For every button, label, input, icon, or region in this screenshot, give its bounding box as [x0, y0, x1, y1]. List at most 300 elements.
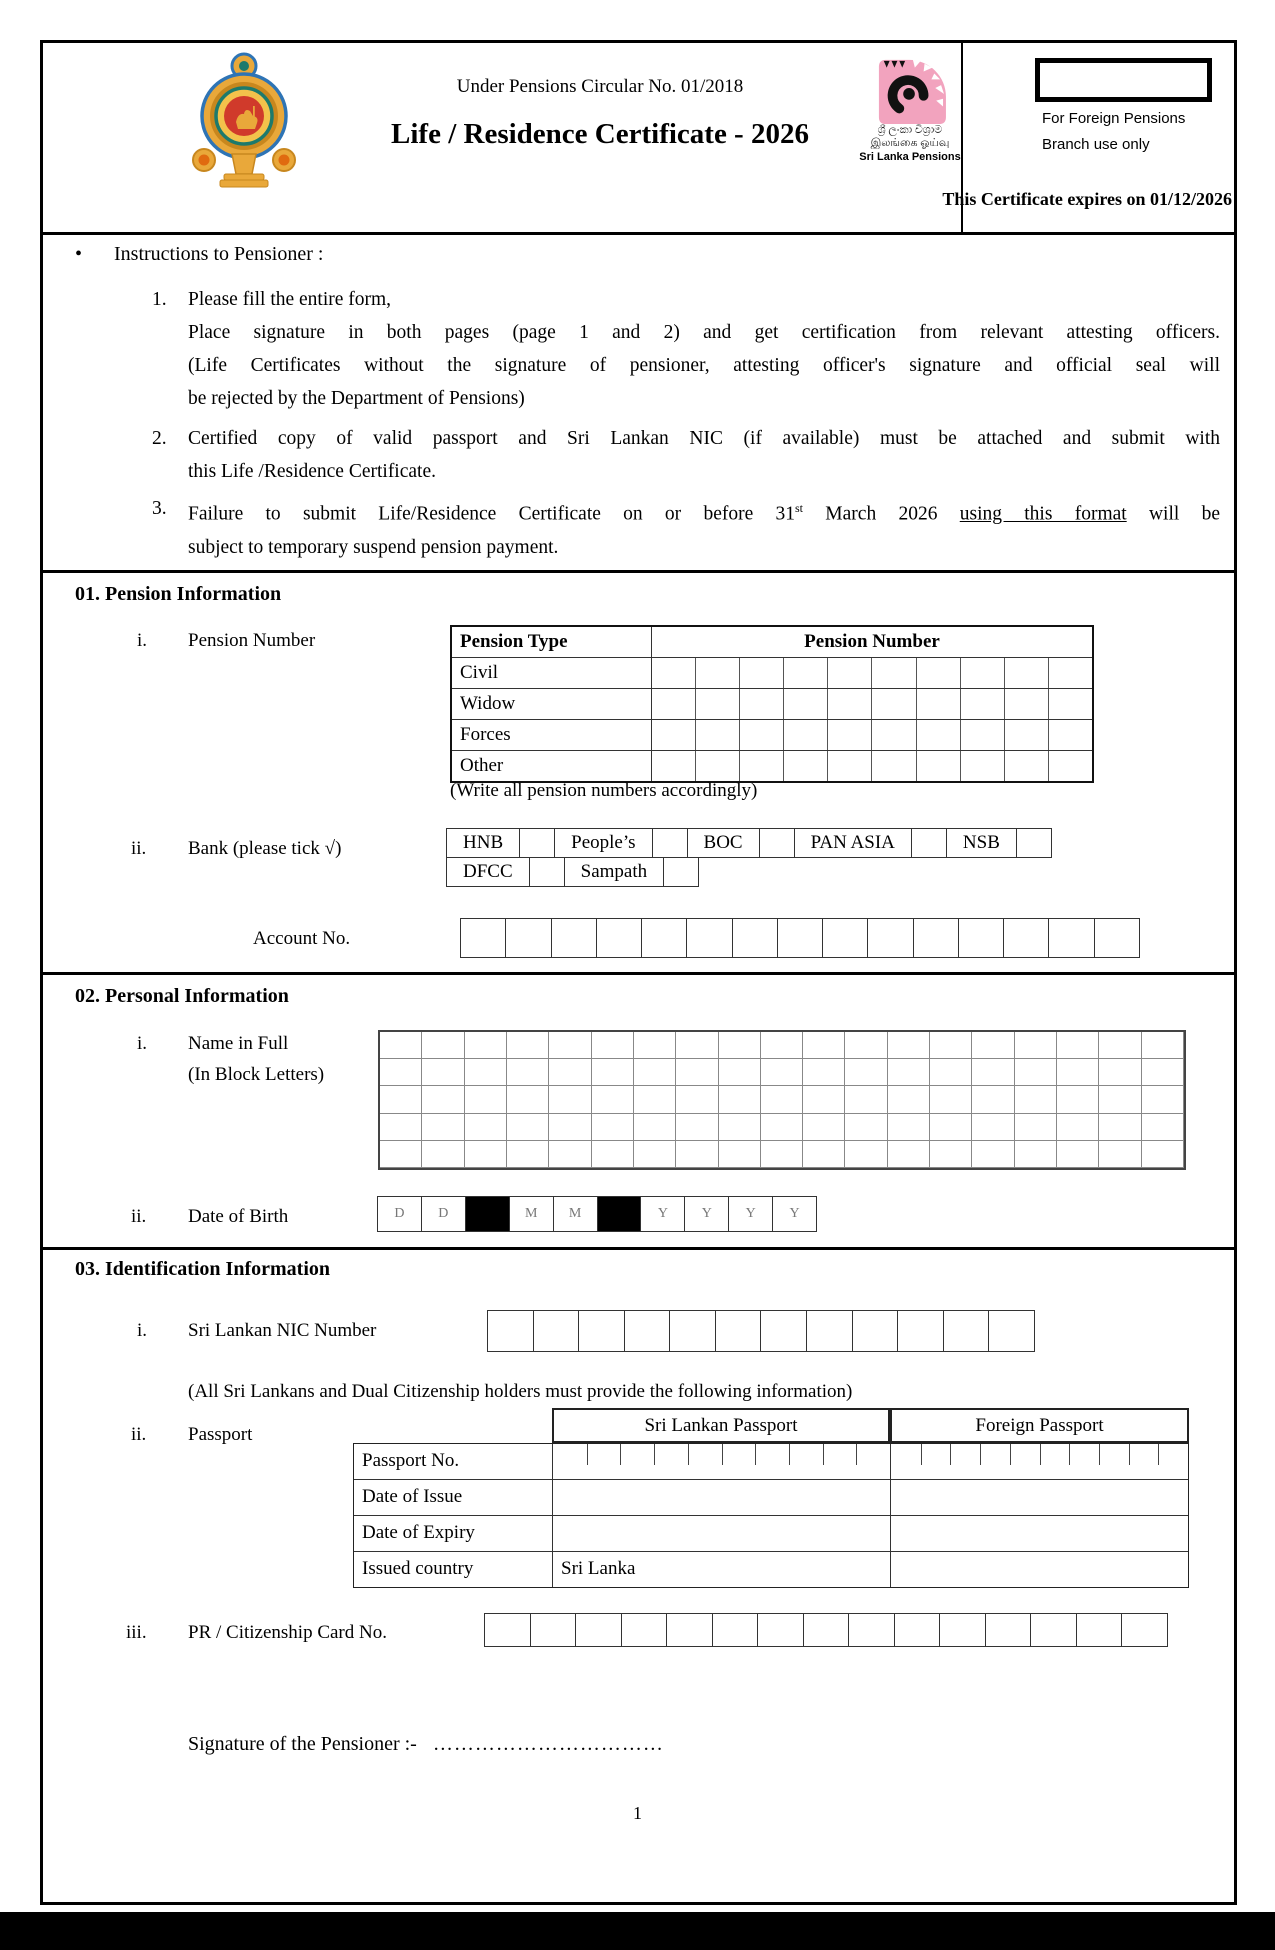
grid-cell[interactable]: [719, 1086, 761, 1113]
grid-cell[interactable]: [739, 658, 783, 688]
pension-type-label: Widow: [452, 689, 652, 719]
grid-cell[interactable]: [930, 1032, 972, 1059]
grid-cell[interactable]: [930, 1059, 972, 1086]
passport-no-row: [354, 1444, 1188, 1479]
issued-country-foreign-field[interactable]: [891, 1552, 1188, 1587]
grid-cell[interactable]: [783, 658, 827, 688]
grid-cell[interactable]: [783, 751, 827, 781]
grid-cell[interactable]: [761, 1086, 803, 1113]
grid-cell[interactable]: [422, 1114, 464, 1141]
grid-cell[interactable]: [549, 1086, 591, 1113]
grid-cell[interactable]: [465, 1141, 507, 1168]
grid-cell[interactable]: [676, 1059, 718, 1086]
instruction-line: subject to temporary suspend pension payment.: [188, 536, 559, 558]
grid-cell[interactable]: [1142, 1032, 1184, 1059]
bank-tick-box[interactable]: [652, 829, 687, 857]
grid-cell[interactable]: [888, 1059, 930, 1086]
grid-cell[interactable]: [549, 1059, 591, 1086]
grid-cell[interactable]: [930, 1114, 972, 1141]
grid-cell[interactable]: [596, 919, 641, 957]
grid-cell[interactable]: [803, 1114, 845, 1141]
ordinal-superscript: st: [795, 501, 804, 515]
form-title: Life / Residence Certificate - 2026: [391, 118, 809, 150]
grid-cell[interactable]: [549, 1141, 591, 1168]
pension-type-label: Civil: [452, 658, 652, 688]
grid-cell[interactable]: [732, 919, 777, 957]
date-of-expiry-foreign-field[interactable]: [891, 1516, 1188, 1551]
grid-cell[interactable]: [777, 919, 822, 957]
grid-cell[interactable]: [985, 1614, 1031, 1646]
grid-cell[interactable]: [533, 1311, 579, 1351]
grid-cell[interactable]: [485, 1614, 530, 1646]
grid-cell[interactable]: [719, 1141, 761, 1168]
grid-cell[interactable]: [1030, 1614, 1076, 1646]
dob-cell[interactable]: M: [509, 1197, 553, 1231]
grid-cell[interactable]: [888, 1032, 930, 1059]
comb-divider: [856, 1444, 857, 1465]
grid-cell[interactable]: [1142, 1059, 1184, 1086]
pension-section-heading: 01. Pension Information: [75, 583, 282, 605]
pensions-logo-icon: [874, 56, 946, 124]
comb-divider: [950, 1444, 951, 1465]
instructions-separator: [40, 570, 1237, 573]
sri-lankan-passport-column-header: Sri Lankan Passport: [552, 1408, 890, 1443]
grid-cell[interactable]: [676, 1032, 718, 1059]
instruction-line: be rejected by the Department of Pensions): [188, 388, 525, 409]
grid-cell[interactable]: [1048, 720, 1092, 750]
item-numeral-iii: iii.: [126, 1622, 147, 1643]
bank-name: HNB: [463, 832, 504, 853]
grid-cell[interactable]: [666, 1614, 712, 1646]
grid-cell[interactable]: [549, 1114, 591, 1141]
grid-cell[interactable]: [634, 1086, 676, 1113]
grid-cell[interactable]: [1099, 1032, 1141, 1059]
dob-cell[interactable]: D: [421, 1197, 465, 1231]
signature-label: Signature of the Pensioner :-: [188, 1733, 417, 1755]
dob-cell[interactable]: Y: [772, 1197, 816, 1231]
grid-cell[interactable]: [803, 1032, 845, 1059]
grid-cell[interactable]: [972, 1114, 1014, 1141]
grid-cell[interactable]: [1142, 1086, 1184, 1113]
date-of-expiry-label: Date of Expiry: [354, 1516, 553, 1551]
grid-cell[interactable]: [888, 1086, 930, 1113]
dob-cell[interactable]: Y: [684, 1197, 728, 1231]
grid-cell[interactable]: [695, 689, 739, 719]
grid-cell[interactable]: [897, 1311, 943, 1351]
instruction-number: 1.: [152, 289, 167, 310]
grid-cell[interactable]: [760, 1311, 806, 1351]
account-number-label: Account No.: [253, 928, 351, 949]
item-numeral-i: i.: [137, 1033, 148, 1054]
grid-cell[interactable]: [695, 720, 739, 750]
section1-separator: [40, 972, 1237, 975]
grid-cell[interactable]: [739, 720, 783, 750]
grid-cell[interactable]: [422, 1086, 464, 1113]
grid-cell[interactable]: [848, 1614, 894, 1646]
pr-citizenship-card-grid: [484, 1613, 1168, 1647]
dob-cell[interactable]: Y: [728, 1197, 772, 1231]
bank-tick-box[interactable]: [1016, 829, 1051, 857]
pension-number-label: Pension Number: [188, 630, 316, 651]
grid-cell[interactable]: [507, 1141, 549, 1168]
grid-cell[interactable]: [916, 751, 960, 781]
instruction-line: (Life Certificates without the signature of pensioner, attesting officer's signature and official seal will: [188, 355, 1220, 376]
grid-cell[interactable]: [871, 658, 915, 688]
grid-cell[interactable]: [803, 1614, 849, 1646]
comb-divider: [1129, 1444, 1130, 1465]
grid-cell[interactable]: [827, 689, 871, 719]
grid-cell[interactable]: [1015, 1086, 1057, 1113]
grid-cell[interactable]: [1057, 1059, 1099, 1086]
grid-cell[interactable]: [845, 1114, 887, 1141]
grid-cell[interactable]: [761, 1114, 803, 1141]
grid-cell[interactable]: [652, 751, 695, 781]
comb-divider: [1099, 1444, 1100, 1465]
pension-table-header-row: [452, 627, 1092, 657]
foreign-pensions-branch-box[interactable]: [1035, 58, 1212, 102]
grid-cell[interactable]: [916, 689, 960, 719]
instruction-line: Place signature in both pages (page 1 and 2) and get certification from relevant attesting officers.: [188, 322, 1220, 343]
section2-separator: [40, 1247, 1237, 1250]
bank-tick-box[interactable]: [759, 829, 794, 857]
comb-divider: [755, 1444, 756, 1465]
grid-cell[interactable]: [972, 1059, 1014, 1086]
grid-cell[interactable]: [1015, 1114, 1057, 1141]
grid-cell[interactable]: [719, 1114, 761, 1141]
grid-cell[interactable]: [380, 1141, 422, 1168]
grid-cell[interactable]: [888, 1141, 930, 1168]
bank-name: Sampath: [564, 858, 664, 886]
grid-cell[interactable]: [761, 1141, 803, 1168]
instruction-text: Failure to submit Life/Residence Certificate on or before 31: [188, 503, 796, 525]
grid-cell[interactable]: [739, 689, 783, 719]
passport-no-sl-field[interactable]: [553, 1444, 891, 1479]
grid-cell[interactable]: [827, 720, 871, 750]
circular-reference: Under Pensions Circular No. 01/2018: [456, 76, 744, 97]
dob-cell[interactable]: M: [553, 1197, 597, 1231]
grid-cell[interactable]: [652, 689, 695, 719]
grid-cell[interactable]: [461, 919, 505, 957]
grid-cell[interactable]: [1015, 1032, 1057, 1059]
grid-cell[interactable]: [507, 1114, 549, 1141]
grid-cell[interactable]: [757, 1614, 803, 1646]
grid-cell[interactable]: [465, 1114, 507, 1141]
grid-cell[interactable]: [676, 1114, 718, 1141]
bank-label: Bank (please tick √): [188, 838, 342, 859]
bank-tick-box[interactable]: [911, 829, 946, 857]
item-numeral-i: i.: [137, 630, 148, 651]
grid-cell[interactable]: [380, 1059, 422, 1086]
issued-country-label: Issued country: [354, 1552, 553, 1587]
grid-cell[interactable]: [806, 1311, 852, 1351]
dob-separator-cell: [465, 1197, 509, 1231]
grid-cell[interactable]: [686, 919, 731, 957]
grid-cell[interactable]: [1004, 658, 1048, 688]
grid-cell[interactable]: [845, 1141, 887, 1168]
grid-cell[interactable]: [592, 1059, 634, 1086]
grid-cell[interactable]: [943, 1311, 989, 1351]
pension-number-column-header: Pension Number: [804, 631, 940, 652]
pension-type-label: Other: [452, 751, 652, 781]
page-number: 1: [633, 1803, 642, 1823]
grid-cell[interactable]: [852, 1311, 898, 1351]
grid-cell[interactable]: [592, 1141, 634, 1168]
grid-cell[interactable]: [719, 1059, 761, 1086]
grid-cell[interactable]: [871, 689, 915, 719]
grid-cell[interactable]: [888, 1114, 930, 1141]
grid-cell[interactable]: [422, 1059, 464, 1086]
comb-divider: [921, 1444, 922, 1465]
grid-cell[interactable]: [592, 1086, 634, 1113]
name-in-full-label: Name in Full: [188, 1033, 289, 1054]
personal-section-heading: 02. Personal Information: [75, 985, 289, 1007]
dob-cell[interactable]: D: [394, 1206, 405, 1221]
grid-cell[interactable]: [465, 1059, 507, 1086]
instruction-number: 2.: [152, 428, 167, 449]
instruction-line: Please fill the entire form,: [188, 289, 392, 310]
sri-lanka-national-emblem-icon: [190, 50, 298, 188]
grid-cell[interactable]: [1142, 1141, 1184, 1168]
instruction-line: this Life /Residence Certificate.: [188, 461, 436, 482]
grid-cell[interactable]: [1004, 689, 1048, 719]
comb-divider: [654, 1444, 655, 1465]
date-of-birth-label: Date of Birth: [188, 1206, 289, 1227]
grid-cell[interactable]: [465, 1032, 507, 1059]
grid-cell[interactable]: [592, 1114, 634, 1141]
bank-tick-box[interactable]: [529, 858, 564, 886]
grid-cell[interactable]: [930, 1086, 972, 1113]
pr-citizenship-card-label: PR / Citizenship Card No.: [188, 1622, 387, 1643]
grid-cell[interactable]: [1048, 689, 1092, 719]
date-of-issue-row: [354, 1479, 1188, 1515]
grid-cell[interactable]: [592, 1032, 634, 1059]
pension-table-row: [452, 657, 1092, 688]
grid-cell[interactable]: [930, 1141, 972, 1168]
grid-cell[interactable]: [1048, 751, 1092, 781]
grid-cell[interactable]: [676, 1086, 718, 1113]
grid-cell[interactable]: [739, 751, 783, 781]
comb-divider: [1040, 1444, 1041, 1465]
grid-cell[interactable]: [507, 1059, 549, 1086]
bank-tick-box[interactable]: [519, 829, 554, 857]
grid-cell[interactable]: [972, 1086, 1014, 1113]
instruction-number: 3.: [152, 498, 167, 519]
grid-cell[interactable]: [867, 919, 912, 957]
comb-divider: [789, 1444, 790, 1465]
grid-cell[interactable]: [578, 1311, 624, 1351]
pensions-logo-english-text: Sri Lanka Pensions: [859, 151, 961, 163]
identification-section-heading: 03. Identification Information: [75, 1258, 330, 1280]
nic-number-grid: [487, 1310, 1035, 1352]
issued-country-sl-value: Sri Lanka: [553, 1552, 891, 1587]
grid-cell[interactable]: [960, 751, 1004, 781]
grid-cell[interactable]: [634, 1032, 676, 1059]
passport-no-foreign-field[interactable]: [891, 1444, 1188, 1479]
grid-cell[interactable]: [505, 919, 550, 957]
nic-number-label: Sri Lankan NIC Number: [188, 1320, 377, 1341]
grid-cell[interactable]: [803, 1059, 845, 1086]
grid-cell[interactable]: [1057, 1141, 1099, 1168]
comb-divider: [1158, 1444, 1159, 1465]
comb-divider: [688, 1444, 689, 1465]
grid-cell[interactable]: [422, 1141, 464, 1168]
grid-cell[interactable]: [988, 1311, 1034, 1351]
item-numeral-ii: ii.: [131, 838, 147, 859]
grid-cell[interactable]: [624, 1311, 670, 1351]
grid-cell[interactable]: [939, 1614, 985, 1646]
grid-cell[interactable]: [845, 1032, 887, 1059]
grid-cell[interactable]: [1048, 658, 1092, 688]
item-numeral-ii: ii.: [131, 1206, 147, 1227]
grid-cell[interactable]: [894, 1614, 940, 1646]
grid-cell[interactable]: [641, 919, 686, 957]
grid-cell[interactable]: [380, 1086, 422, 1113]
grid-cell[interactable]: [1076, 1614, 1122, 1646]
pension-table-body: [452, 657, 1092, 781]
grid-cell[interactable]: [827, 658, 871, 688]
comb-divider: [1069, 1444, 1070, 1465]
grid-cell[interactable]: [380, 1032, 422, 1059]
pension-type-column-header: Pension Type: [452, 627, 652, 657]
grid-cell[interactable]: [695, 751, 739, 781]
issued-country-row: [354, 1551, 1188, 1587]
grid-cell[interactable]: [972, 1032, 1014, 1059]
sri-lanka-pensions-logo: [843, 56, 977, 164]
grid-cell[interactable]: [575, 1614, 621, 1646]
bank-name: BOC: [687, 829, 759, 857]
grid-cell[interactable]: [652, 658, 695, 688]
grid-cell[interactable]: [845, 1059, 887, 1086]
grid-cell[interactable]: [916, 658, 960, 688]
grid-cell[interactable]: [871, 720, 915, 750]
grid-cell[interactable]: [827, 751, 871, 781]
grid-cell[interactable]: [783, 689, 827, 719]
instruction-text: March 2026: [803, 503, 960, 525]
grid-cell[interactable]: [845, 1086, 887, 1113]
bottom-scan-bar: [0, 1912, 1275, 1950]
grid-cell[interactable]: [719, 1032, 761, 1059]
comb-divider: [823, 1444, 824, 1465]
grid-cell[interactable]: [551, 919, 596, 957]
grid-cell[interactable]: [1048, 919, 1093, 957]
date-of-issue-foreign-field[interactable]: [891, 1480, 1188, 1515]
comb-divider: [1010, 1444, 1011, 1465]
grid-cell[interactable]: [761, 1032, 803, 1059]
bank-name: PAN ASIA: [794, 829, 911, 857]
block-letters-label: (In Block Letters): [188, 1064, 325, 1085]
grid-cell[interactable]: [507, 1032, 549, 1059]
grid-cell[interactable]: [1057, 1114, 1099, 1141]
grid-cell[interactable]: [1004, 751, 1048, 781]
bank-name: DFCC: [463, 860, 513, 882]
grid-cell[interactable]: [972, 1141, 1014, 1168]
bank-selection-table: [446, 828, 1052, 887]
pension-table-row: [452, 719, 1092, 750]
item-numeral-i: i.: [137, 1320, 148, 1341]
grid-cell[interactable]: [803, 1141, 845, 1168]
grid-cell[interactable]: [1003, 919, 1048, 957]
instruction-item-3: [150, 492, 1220, 564]
grid-cell[interactable]: [652, 720, 695, 750]
grid-cell[interactable]: [960, 658, 1004, 688]
grid-cell[interactable]: [803, 1086, 845, 1113]
dob-cell[interactable]: Y: [640, 1197, 684, 1231]
header-separator: [40, 232, 1237, 235]
pension-number-table: [450, 625, 1094, 783]
date-of-expiry-row: [354, 1515, 1188, 1551]
date-of-issue-label: Date of Issue: [354, 1480, 553, 1515]
grid-cell[interactable]: [488, 1311, 533, 1351]
grid-cell[interactable]: [1015, 1059, 1057, 1086]
bank-row-2: [446, 857, 699, 887]
grid-cell[interactable]: [783, 720, 827, 750]
grid-cell[interactable]: [669, 1311, 715, 1351]
instruction-line: Certified copy of valid passport and Sri Lankan NIC (if available) must be attached and submit with: [188, 428, 1220, 449]
date-of-issue-sl-field[interactable]: [553, 1480, 891, 1515]
grid-cell[interactable]: [380, 1114, 422, 1141]
grid-cell[interactable]: [634, 1059, 676, 1086]
grid-cell[interactable]: [695, 658, 739, 688]
grid-cell[interactable]: [1121, 1614, 1167, 1646]
grid-cell[interactable]: [871, 751, 915, 781]
passport-label: Passport: [188, 1424, 253, 1445]
pensions-logo-tamil-text: இலங்கை ஓய்வு: [870, 137, 950, 149]
grid-cell[interactable]: [549, 1032, 591, 1059]
grid-cell[interactable]: [1015, 1141, 1057, 1168]
grid-cell[interactable]: [1094, 919, 1139, 957]
instruction-text: will be: [1126, 503, 1220, 525]
grid-cell[interactable]: [1099, 1059, 1141, 1086]
grid-cell[interactable]: [960, 720, 1004, 750]
bank-tick-box[interactable]: [663, 858, 698, 886]
grid-cell[interactable]: [1057, 1086, 1099, 1113]
grid-cell[interactable]: [621, 1614, 667, 1646]
grid-cell[interactable]: [1099, 1141, 1141, 1168]
grid-cell[interactable]: [507, 1086, 549, 1113]
grid-cell[interactable]: [916, 720, 960, 750]
grid-cell[interactable]: [712, 1614, 758, 1646]
grid-cell[interactable]: [530, 1614, 576, 1646]
pensions-logo-sinhala-text: ශ්‍රී ලංකා විශ්‍රාම: [877, 124, 943, 136]
pension-table-row: [452, 688, 1092, 719]
passport-no-label: Passport No.: [354, 1444, 553, 1479]
grid-cell[interactable]: [1099, 1086, 1141, 1113]
name-grid: [378, 1030, 1186, 1170]
grid-cell[interactable]: [761, 1059, 803, 1086]
account-number-grid: [460, 918, 1140, 958]
grid-cell[interactable]: [1142, 1114, 1184, 1141]
date-of-expiry-sl-field[interactable]: [553, 1516, 891, 1551]
grid-cell[interactable]: [1004, 720, 1048, 750]
grid-cell[interactable]: [634, 1141, 676, 1168]
bank-row-1: [446, 828, 1052, 858]
dob-separator-cell: [597, 1197, 641, 1231]
signature-row: [188, 1733, 664, 1756]
grid-cell[interactable]: [634, 1114, 676, 1141]
grid-cell[interactable]: [960, 689, 1004, 719]
grid-cell[interactable]: [913, 919, 958, 957]
grid-cell[interactable]: [422, 1032, 464, 1059]
grid-cell[interactable]: [958, 919, 1003, 957]
grid-cell[interactable]: [715, 1311, 761, 1351]
signature-dotted-line[interactable]: ……………………………: [432, 1733, 664, 1755]
grid-cell[interactable]: [465, 1086, 507, 1113]
grid-cell[interactable]: [1099, 1114, 1141, 1141]
grid-cell[interactable]: [822, 919, 867, 957]
foreign-pensions-label-line1: For Foreign Pensions: [1042, 110, 1186, 127]
grid-cell[interactable]: [1057, 1032, 1099, 1059]
grid-cell[interactable]: [676, 1141, 718, 1168]
